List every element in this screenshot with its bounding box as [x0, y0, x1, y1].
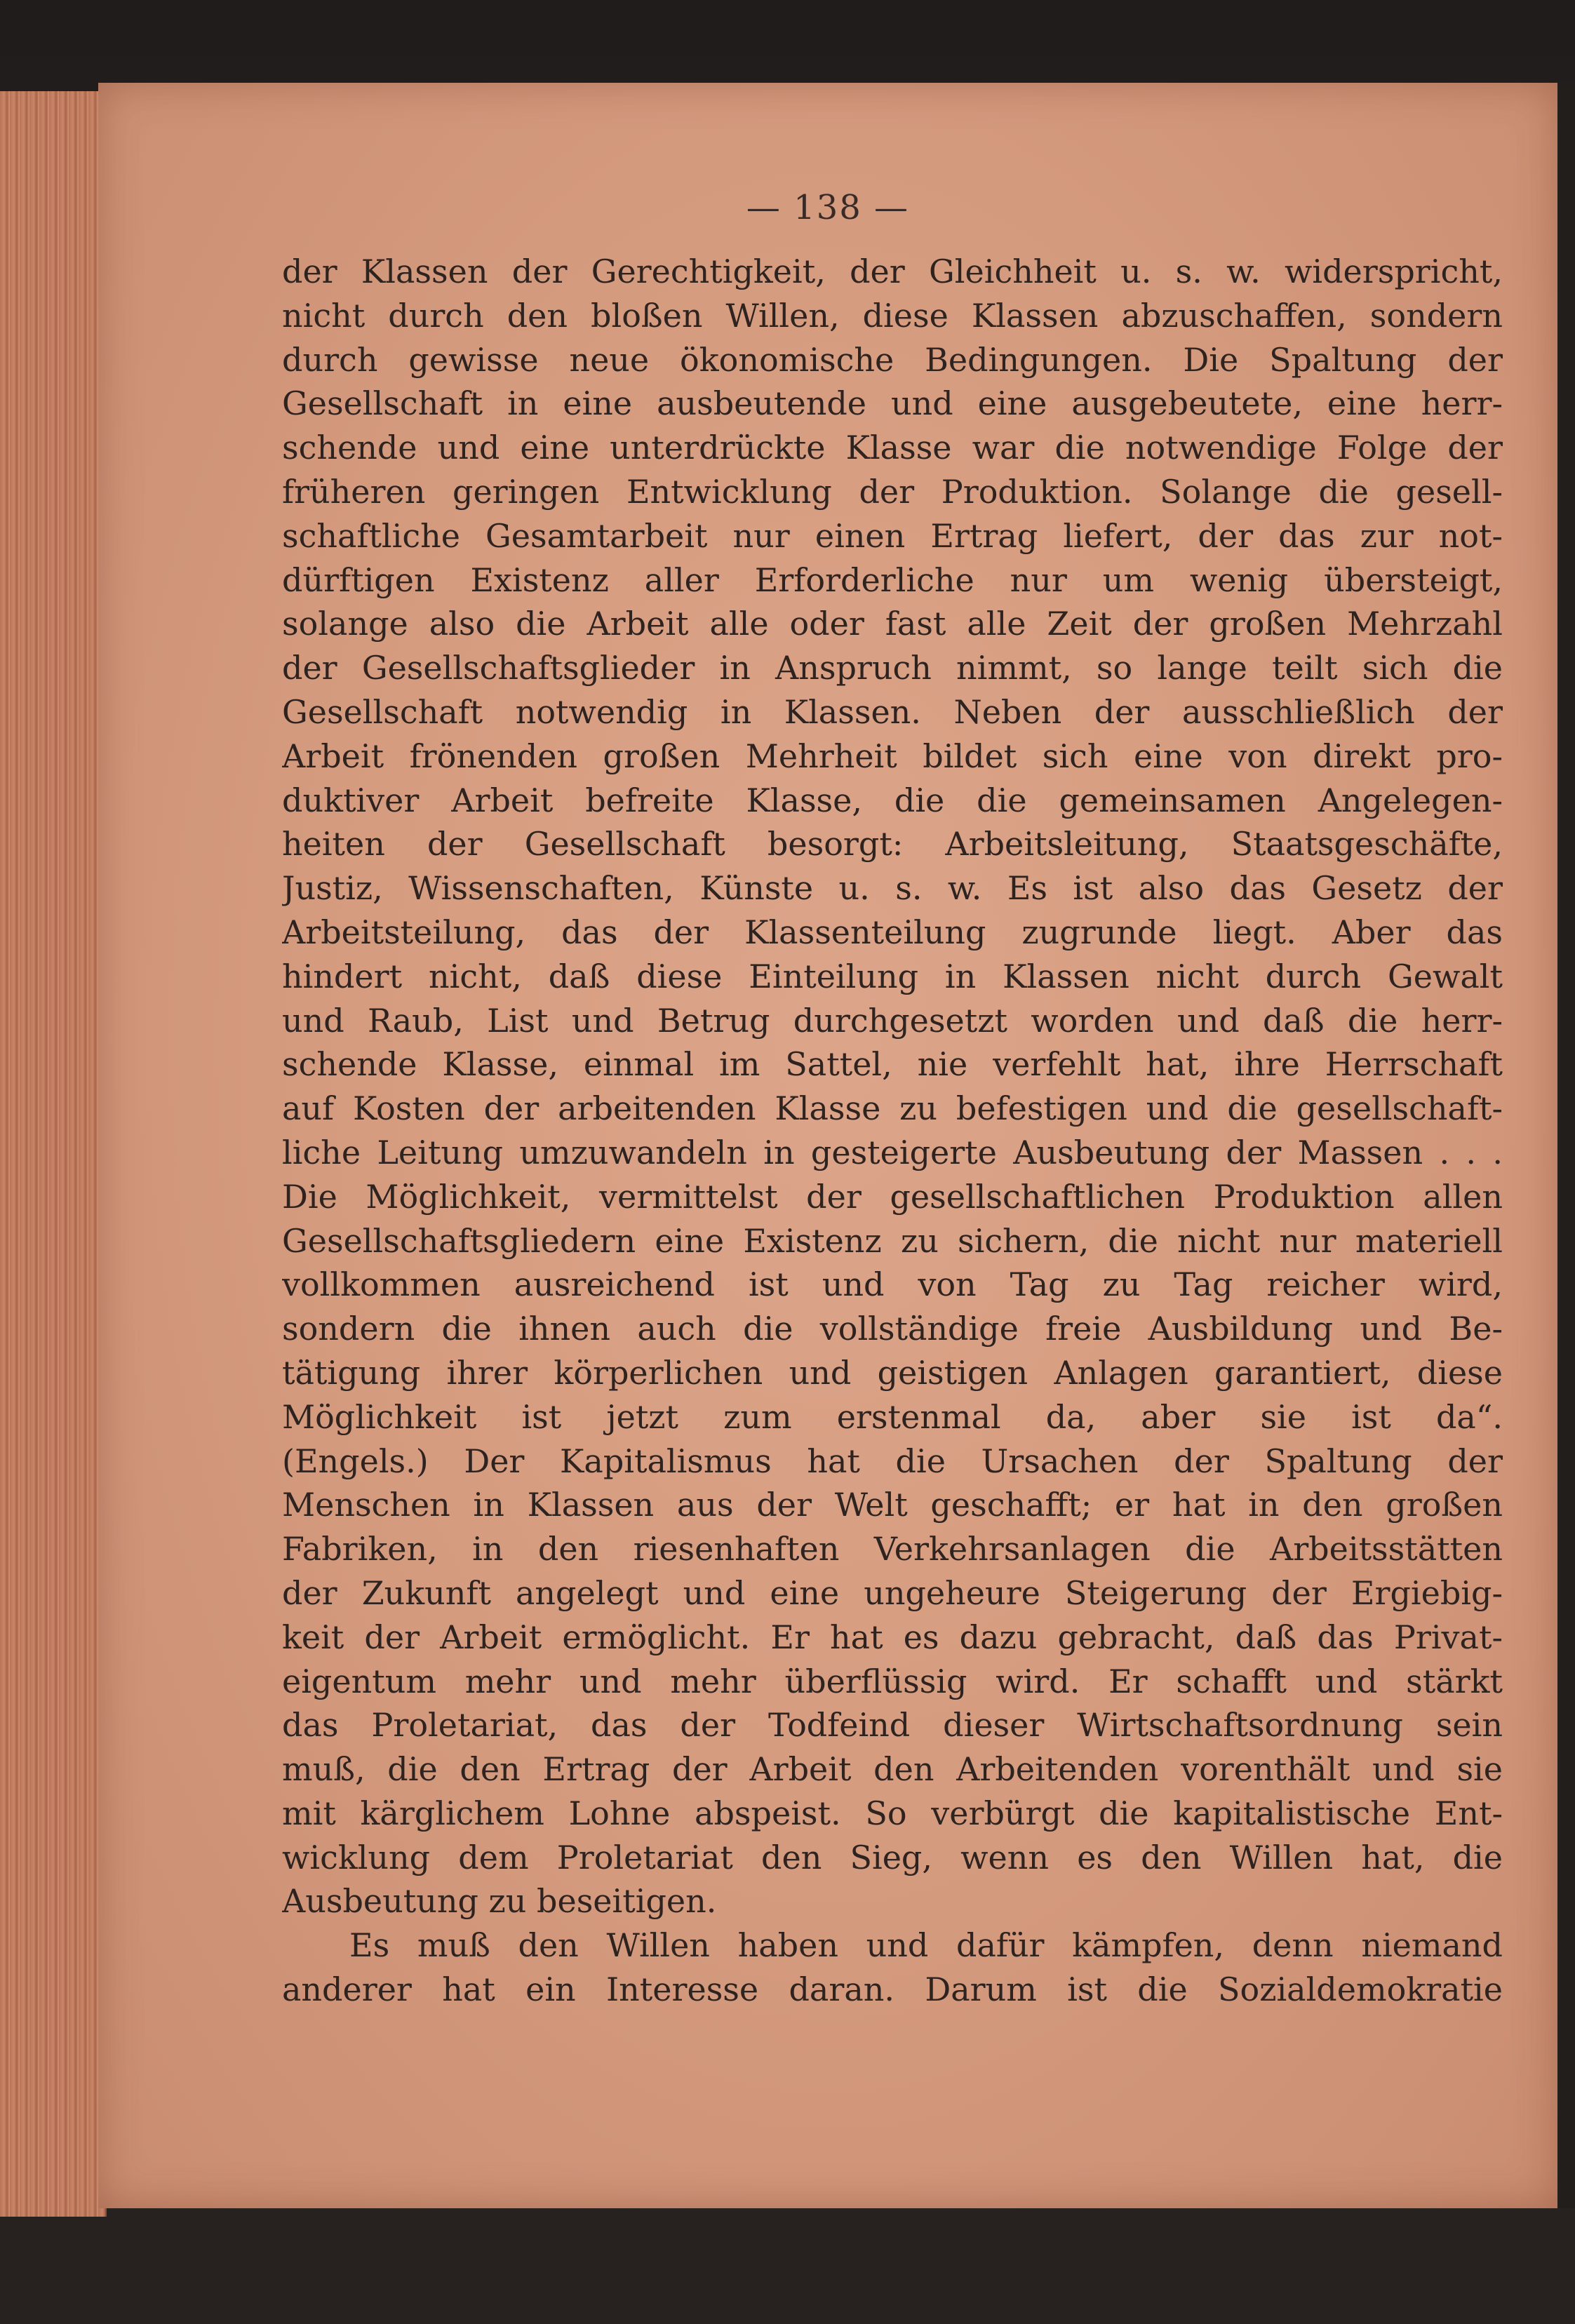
- page-text-body: [282, 250, 1503, 2012]
- text-line: auf Kosten der arbeitenden Klasse zu befestigen und die gesellschaft-: [282, 1089, 1503, 1128]
- text-line: durch gewisse neue ökonomische Bedingungen. Die Spaltung der: [282, 340, 1503, 379]
- text-line: mit kärglichem Lohne abspeist. So verbürgt die kapitalistische Ent-: [282, 1794, 1503, 1832]
- text-line: liche Leitung umzuwandeln in gesteigerte Ausbeutung der Massen . . .: [282, 1133, 1503, 1171]
- background-right-edge: [1557, 83, 1575, 2208]
- text-line: Fabriken, in den riesenhaften Verkehrsanlagen die Arbeitsstätten: [282, 1530, 1503, 1569]
- text-line: vollkommen ausreichend ist und von Tag zu Tag reicher wird,: [282, 1265, 1503, 1304]
- text-line: sondern die ihnen auch die vollständige freie Ausbildung und Be-: [282, 1310, 1503, 1348]
- book-page: [98, 83, 1557, 2208]
- text-line: der Gesellschaftsglieder in Anspruch nimmt, so lange teilt sich die: [282, 649, 1503, 687]
- text-line: hindert nicht, daß diese Einteilung in Klassen nicht durch Gewalt: [282, 957, 1503, 995]
- text-line: Möglichkeit ist jetzt zum erstenmal da, aber sie ist da“.: [282, 1397, 1503, 1436]
- book-page-edges: [0, 91, 107, 2217]
- text-line: anderer hat ein Interesse daran. Darum ist die Sozialdemokratie: [282, 1970, 1503, 2009]
- text-line: Die Möglichkeit, vermittelst der gesellschaftlichen Produktion allen: [282, 1177, 1503, 1216]
- text-line: (Engels.) Der Kapitalismus hat die Ursachen der Spaltung der: [282, 1442, 1503, 1480]
- text-line: das Proletariat, das der Todfeind dieser Wirtschaftsordnung sein: [282, 1706, 1503, 1745]
- text-line: der Klassen der Gerechtigkeit, der Gleichheit u. s. w. widerspricht,: [282, 253, 1503, 290]
- page-number: — 138 —: [746, 188, 910, 227]
- text-line: muß, die den Ertrag der Arbeit den Arbeitenden vorenthält und sie: [282, 1750, 1503, 1789]
- text-line: wicklung dem Proletariat den Sieg, wenn es den Willen hat, die: [282, 1838, 1503, 1876]
- text-line: Justiz, Wissenschaften, Künste u. s. w. Es ist also das Gesetz der: [282, 869, 1503, 908]
- text-line: duktiver Arbeit befreite Klasse, die die gemeinsamen Angelegen-: [282, 781, 1503, 819]
- text-line: schaftliche Gesamtarbeit nur einen Ertrag liefert, der das zur not-: [282, 516, 1503, 555]
- text-line: Gesellschaft in eine ausbeutende und eine ausgebeutete, eine herr-: [282, 384, 1503, 423]
- text-line: früheren geringen Entwicklung der Produktion. Solange die gesell-: [282, 472, 1503, 511]
- text-line: eigentum mehr und mehr überflüssig wird. Er schafft und stärkt: [282, 1662, 1503, 1700]
- text-line: keit der Arbeit ermöglicht. Er hat es dazu gebracht, daß das Privat-: [282, 1618, 1503, 1656]
- text-line: Ausbeutung zu beseitigen.: [282, 1882, 717, 1921]
- text-line: Arbeit frönenden großen Mehrheit bildet sich eine von direkt pro-: [282, 737, 1503, 775]
- text-line: Menschen in Klassen aus der Welt geschafft; er hat in den großen: [282, 1486, 1503, 1524]
- text-line: solange also die Arbeit alle oder fast alle Zeit der großen Mehrzahl: [282, 605, 1503, 643]
- text-line: Gesellschaftsgliedern eine Existenz zu sichern, die nicht nur materiell: [282, 1221, 1503, 1260]
- text-line: heiten der Gesellschaft besorgt: Arbeitsleitung, Staatsgeschäfte,: [282, 825, 1503, 864]
- text-line: schende Klasse, einmal im Sattel, nie verfehlt hat, ihre Herrschaft: [282, 1045, 1503, 1084]
- text-line: der Zukunft angelegt und eine ungeheure Steigerung der Ergiebig-: [282, 1573, 1503, 1612]
- text-line: Arbeitsteilung, das der Klassenteilung zugrunde liegt. Aber das: [282, 913, 1503, 951]
- text-line: schende und eine unterdrückte Klasse war die notwendige Folge der: [282, 429, 1503, 467]
- text-line: Gesellschaft notwendig in Klassen. Neben der ausschließlich der: [282, 692, 1503, 731]
- text-line: tätigung ihrer körperlichen und geistigen Anlagen garantiert, diese: [282, 1353, 1503, 1392]
- text-line: dürftigen Existenz aller Erforderliche nur um wenig übersteigt,: [282, 560, 1503, 599]
- text-line: nicht durch den bloßen Willen, diese Klassen abzuschaffen, sondern: [282, 296, 1503, 335]
- text-line: und Raub, List und Betrug durchgesetzt worden und daß die herr-: [282, 1001, 1503, 1040]
- text-line: Es muß den Willen haben und dafür kämpfen, denn niemand: [349, 1926, 1503, 1965]
